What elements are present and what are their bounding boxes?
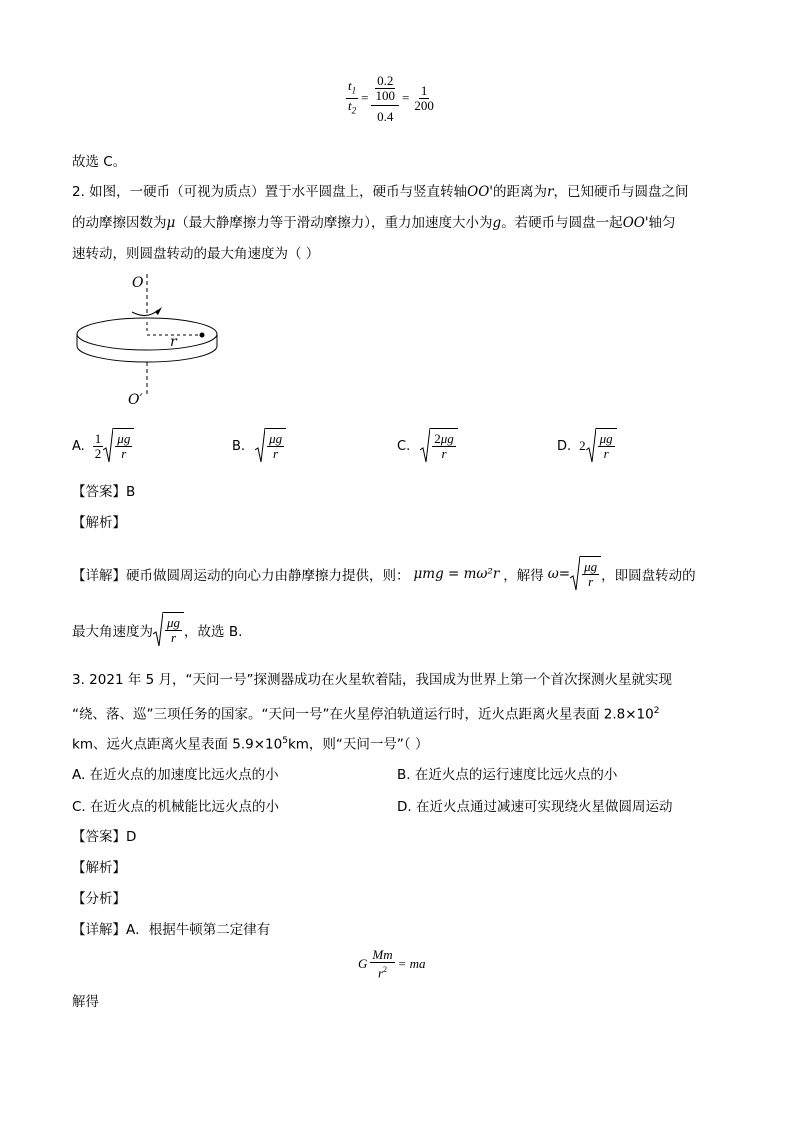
- disc-diagram: [72, 274, 232, 414]
- q2-option-d[interactable]: D. 2 $\frac{\mu g}{r}$: [557, 428, 617, 464]
- q2-analysis: 【解析】: [72, 515, 126, 531]
- prev-choice: 故选 C。: [72, 154, 127, 170]
- compound-fraction: $\frac{\frac{0.2}{100}}{0.4}$: [371, 72, 399, 124]
- t-ratio: $\frac{t_1}{t_2}$: [348, 77, 357, 116]
- q3-option-b[interactable]: B. 在近火点的运行速度比远火点的小: [397, 767, 618, 783]
- sqrt-d: $\frac{\mu g}{r}$: [586, 428, 617, 464]
- q3-line2: “绕、落、巡”三项任务的国家。“天问一号”在火星停泊轨道运行时，近火点距离火星表面 $2.8\times 10^2$: [72, 706, 660, 723]
- result-fraction: $\frac{1}{200}$: [414, 82, 434, 113]
- q2-detail-line1: 【详解】硬币做圆周运动的向心力由静摩擦力提供，则： μmg = mω²r ，解得 ω= $\frac{\mu g}{r}$ ，即圆盘转动的: [72, 556, 696, 592]
- q3-detail: 【详解】A．根据牛顿第二定律有: [72, 922, 271, 938]
- coef-half: $\frac{1}{2}$: [94, 430, 102, 461]
- q3-option-d[interactable]: D. 在近火点通过减速可实现绕火星做圆周运动: [397, 799, 673, 815]
- newton-formula: G $\frac{Mm}{r^2}$ = ma: [358, 947, 426, 981]
- q2-option-c[interactable]: C. $\frac{2\mu g}{r}$: [397, 428, 458, 464]
- q3-option-a[interactable]: A. 在近火点的加速度比远火点的小: [72, 767, 279, 783]
- sqrt-omega: $\frac{\mu g}{r}$: [570, 556, 601, 592]
- label-o-bottom: O′: [128, 392, 143, 408]
- q2-line1: 2. 如图，一硬币（可视为质点）置于水平圆盘上，硬币与竖直转轴OO'的距离为r，已知硬币与圆盘之间: [72, 184, 689, 200]
- sqrt-a: $\frac{\mu g}{r}$: [103, 428, 134, 464]
- q2-option-b[interactable]: B. $\frac{\mu g}{r}$: [232, 428, 286, 464]
- q2-line2: 的动摩擦因数为μ（最大静摩擦力等于滑动摩擦力），重力加速度大小为g。若硬币与圆盘一起OO'轴匀: [72, 215, 676, 231]
- q2-option-a[interactable]: A. $\frac{1}{2}$ $\frac{\mu g}{r}$: [72, 428, 134, 464]
- q3-analysis: 【解析】: [72, 860, 126, 876]
- sqrt-b: $\frac{\mu g}{r}$: [255, 428, 286, 464]
- ratio-formula: $\frac{t_1}{t_2}$ = $\frac{\frac{0.2}{100}}{0.4}$ = $\frac{1}{200}$: [348, 73, 434, 124]
- q3-line3: km、远火点距离火星表面 $5.9\times 10^5km$，则“天问一号”（ ）: [72, 736, 429, 753]
- label-o-top: O: [132, 275, 144, 291]
- q2-answer: 【答案】B: [72, 484, 136, 500]
- q3-line1: 3. 2021 年 5 月，“天问一号”探测器成功在火星软着陆，我国成为世界上第一个首次探测火星就实现: [72, 672, 672, 688]
- disc-svg: [72, 274, 232, 414]
- q3-jiede: 解得: [72, 994, 99, 1010]
- sqrt-max: $\frac{\mu g}{r}$: [153, 612, 184, 648]
- sqrt-c: $\frac{2\mu g}{r}$: [420, 428, 458, 464]
- q3-fenxi: 【分析】: [72, 891, 126, 907]
- q2-detail-line2: 最大角速度为 $\frac{\mu g}{r}$ ，故选 B.: [72, 612, 242, 648]
- q3-answer: 【答案】D: [72, 829, 137, 845]
- q2-line3: 速转动，则圆盘转动的最大角速度为（ ）: [72, 246, 320, 262]
- q3-option-c[interactable]: C. 在近火点的机械能比远火点的小: [72, 799, 280, 815]
- label-r: r: [170, 334, 177, 350]
